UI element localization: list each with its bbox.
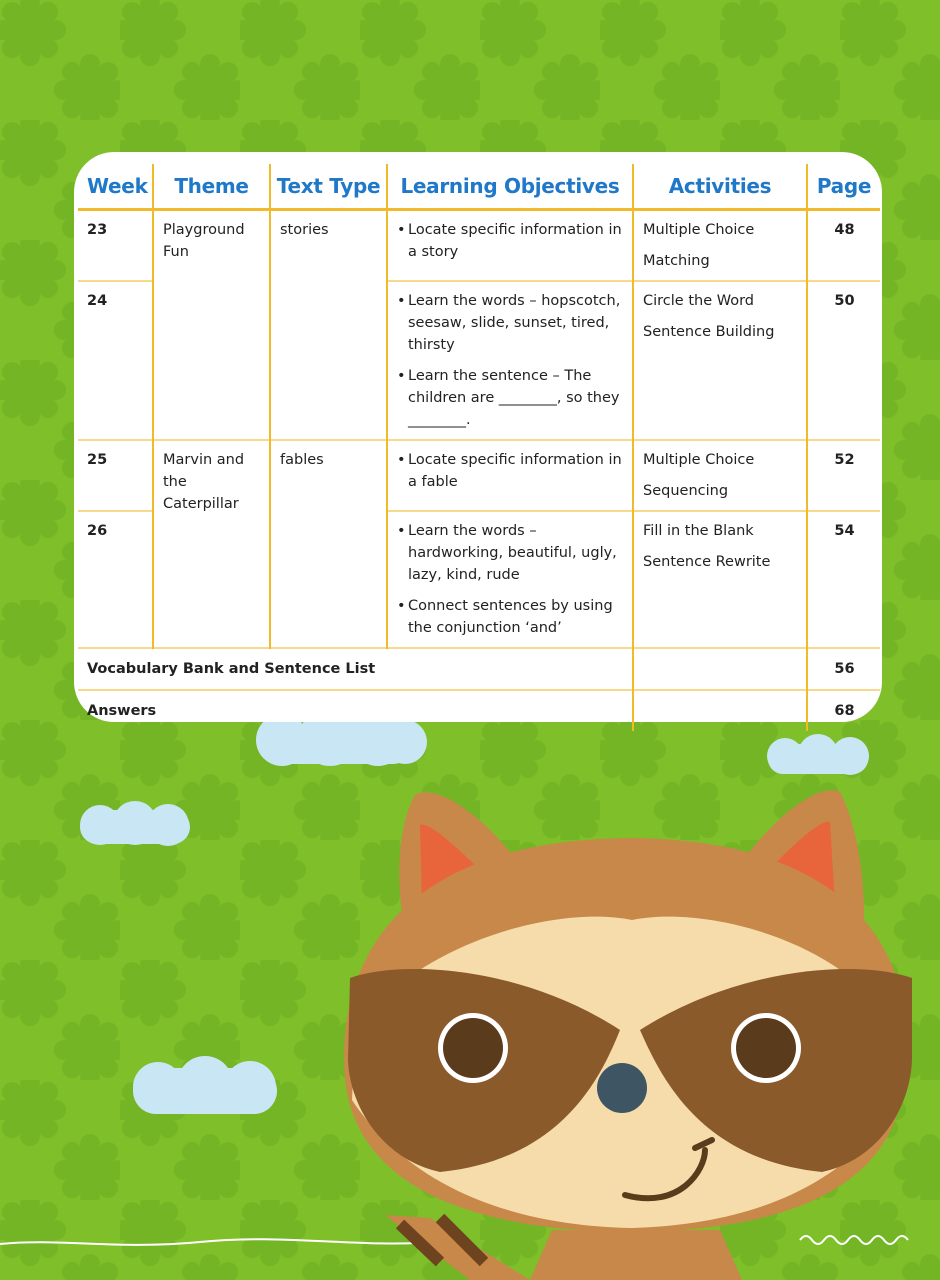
activities-cell	[633, 440, 807, 511]
objective-item: • Learn the words – hardworking, beautiful, ugly, lazy, kind, rude	[408, 520, 624, 586]
cloud	[767, 734, 869, 775]
header-learning-objectives: Learning Objectives	[387, 164, 633, 210]
objectives-cell	[387, 440, 633, 511]
cloud	[133, 1056, 277, 1114]
header-text-type: Text Type	[270, 164, 387, 210]
page-cell: 50	[807, 281, 880, 440]
objectives-cell	[387, 210, 633, 282]
activity-item: Multiple Choice	[643, 222, 755, 238]
objective-item: • Learn the words – hopscotch, seesaw, slide, sunset, tired, thirsty	[408, 290, 624, 356]
theme-cell: Playground Fun	[153, 210, 270, 441]
text-type-cell: fables	[270, 440, 387, 648]
objectives-cell	[387, 281, 633, 440]
theme-cell: Marvin and the Caterpillar	[153, 440, 270, 648]
activity-item: Multiple Choice	[643, 452, 755, 468]
objectives-cell	[387, 511, 633, 648]
page-cell: 68	[807, 690, 880, 731]
activity-item: Sentence Rewrite	[643, 554, 771, 570]
empty-cell	[633, 648, 807, 690]
table-row	[78, 690, 880, 731]
objective-item: • Locate specific information in a fable	[408, 449, 624, 493]
page-cell: 54	[807, 511, 880, 648]
table-header-row	[78, 164, 880, 210]
week-cell: 24	[78, 281, 153, 440]
header-activities: Activities	[633, 164, 807, 210]
activity-item: Fill in the Blank	[643, 523, 754, 539]
page-cell: 56	[807, 648, 880, 690]
activity-item: Matching	[643, 253, 710, 269]
activity-item: Sequencing	[643, 483, 729, 499]
page-cell: 52	[807, 440, 880, 511]
header-week: Week	[78, 164, 153, 210]
table-row	[78, 648, 880, 690]
week-cell: 25	[78, 440, 153, 511]
text-type-cell: stories	[270, 210, 387, 441]
table-row	[78, 210, 880, 282]
section-label-cell: Vocabulary Bank and Sentence List	[78, 648, 633, 690]
header-page: Page	[807, 164, 880, 210]
activity-item: Circle the Word	[643, 293, 755, 309]
cloud	[80, 801, 190, 846]
week-cell: 26	[78, 511, 153, 648]
section-label-cell: Answers	[78, 690, 633, 731]
activity-item: Sentence Building	[643, 324, 775, 340]
activities-cell	[633, 511, 807, 648]
objective-item: • Locate specific information in a story	[408, 219, 624, 263]
activities-cell	[633, 281, 807, 440]
header-theme: Theme	[153, 164, 270, 210]
page-cell: 48	[807, 210, 880, 282]
empty-cell	[633, 690, 807, 731]
week-cell: 23	[87, 222, 108, 238]
contents-table	[78, 164, 880, 731]
objective-item: • Learn the sentence – The children are ________, so they ________.	[408, 365, 624, 431]
table-row	[78, 440, 880, 511]
objective-item: • Connect sentences by using the conjunction ‘and’	[408, 595, 624, 639]
activities-cell	[633, 210, 807, 282]
